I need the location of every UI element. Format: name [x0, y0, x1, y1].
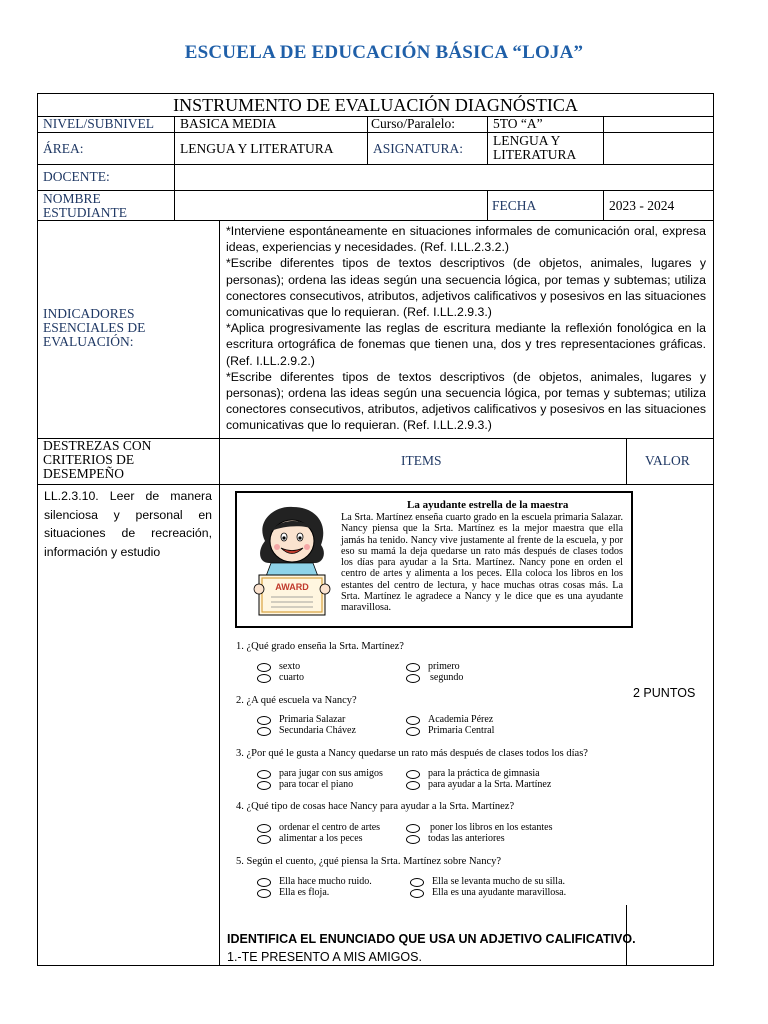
option-label: para jugar con sus amigos: [279, 768, 383, 779]
option-label: alimentar a los peces: [279, 833, 363, 844]
option-bubble[interactable]: [257, 727, 271, 736]
docente-label: DOCENTE:: [43, 169, 110, 184]
option-bubble[interactable]: [257, 835, 271, 844]
option-label: Academia Pérez: [428, 714, 494, 725]
option-label: para ayudar a la Srta. Martínez: [428, 779, 552, 790]
option-label: segundo: [430, 672, 464, 683]
option-bubble[interactable]: [257, 824, 271, 833]
option-label: Primaria Salazar: [279, 714, 346, 725]
option-label: poner los libros en los estantes: [430, 822, 553, 833]
option-label: Ella es una ayudante maravillosa.: [432, 887, 567, 898]
award-label: AWARD: [275, 582, 309, 592]
points-value: 2 PUNTOS: [633, 686, 696, 700]
fecha-label: FECHA: [492, 198, 537, 213]
story-title: La ayudante estrella de la maestra: [407, 499, 569, 511]
valor-label: VALOR: [645, 453, 690, 468]
asignatura-label: ASIGNATURA:: [373, 141, 464, 156]
question-5: 5. Según el cuento, ¿qué piensa la Srta. Martínez sobre Nancy?: [236, 856, 502, 867]
curso-value: 5TO “A”: [493, 116, 543, 131]
option-label: Secundaria Chávez: [279, 725, 356, 736]
indicator-4: *Escribe diferentes tipos de textos descriptivos (de objetos, animales, lugares y personas); ordena las ideas según una secuencia lógica, por temas y subtemas; utiliza conectores consecutivos, atributos, adjetivos calificativos y posesivos en las situaciones comunicativas que lo requieran. (Ref. I.LL.2.9.3.): [226, 369, 706, 433]
option-bubble[interactable]: [406, 716, 420, 725]
option-label: Ella es floja.: [279, 887, 330, 898]
items-label: ITEMS: [401, 453, 442, 468]
option-bubble[interactable]: [406, 674, 420, 683]
school-title: ESCUELA DE EDUCACIÓN BÁSICA “LOJA”: [184, 42, 584, 63]
option-bubble[interactable]: [257, 878, 271, 887]
area-value: LENGUA Y LITERATURA: [180, 141, 334, 156]
option-bubble[interactable]: [406, 770, 420, 779]
option-bubble[interactable]: [257, 663, 271, 672]
option-label: primero: [428, 661, 460, 672]
option-bubble[interactable]: [410, 889, 424, 898]
option-bubble[interactable]: [257, 674, 271, 683]
option-bubble[interactable]: [406, 781, 420, 790]
option-bubble[interactable]: [410, 878, 424, 887]
question-4: 4. ¿Qué tipo de cosas hace Nancy para ayudar a la Srta. Martínez?: [236, 801, 515, 812]
question-1: 1. ¿Qué grado enseña la Srta. Martínez?: [236, 641, 404, 652]
adjective-instruction: IDENTIFICA EL ENUNCIADO QUE USA UN ADJETIVO CALIFICATIVO.: [227, 932, 636, 946]
option-label: para tocar el piano: [279, 779, 354, 790]
option-bubble[interactable]: [406, 835, 420, 844]
girl-award-illustration: [245, 503, 337, 619]
nivel-label: NIVEL/SUBNIVEL: [43, 116, 154, 131]
option-label: cuarto: [279, 672, 304, 683]
area-label: ÁREA:: [43, 141, 84, 156]
indicator-1: *Interviene espontáneamente en situaciones informales de comunicación oral, expresa ideas, experiencias y necesidades. (Ref. I.LL.2.3.2.): [226, 224, 706, 255]
option-label: Ella se levanta mucho de su silla.: [432, 876, 566, 887]
skill-text: LL.2.3.10. Leer de manera silenciosa y personal en situaciones de recreación, información y estudio: [44, 489, 212, 559]
indicators-text: [226, 223, 706, 434]
option-label: todas las anteriores: [428, 833, 505, 844]
nombre-label: NOMBRE ESTUDIANTE: [43, 191, 127, 220]
option-label: ordenar el centro de artes: [279, 822, 381, 833]
option-bubble[interactable]: [257, 770, 271, 779]
option-bubble[interactable]: [257, 716, 271, 725]
question-2: 2. ¿A qué escuela va Nancy?: [236, 695, 357, 706]
option-label: sexto: [279, 661, 301, 672]
option-bubble[interactable]: [406, 663, 420, 672]
option-bubble[interactable]: [257, 781, 271, 790]
question-3: 3. ¿Por qué le gusta a Nancy quedarse un rato más después de clases todos los días?: [236, 748, 588, 759]
destrezas-label: DESTREZAS CON CRITERIOS DE DESEMPEÑO: [43, 438, 152, 481]
story-text: La Srta. Martínez enseña cuarto grado en la escuela primaria Salazar. Nancy piensa que la Srta. Martínez es la mejor maestra que ella jamás ha tenido. Nancy vive justamente al frente de la escuela, y por eso su mamá la deja quedarse un rato más después de clases todos los días para ayudar a la Srta. Martínez. Nancy pone en orden el centro de artes y alimenta a los peces. Ella coloca los libros en los estantes del centro de lectura, y hace muchas otras cosas más. La Srta. Martínez le agradece a Nancy y le dice que es una ayudante maravillosa.: [341, 512, 623, 614]
instrument-heading: INSTRUMENTO DE EVALUACIÓN DIAGNÓSTICA: [173, 95, 578, 115]
fecha-value: 2023 - 2024: [609, 198, 675, 213]
option-bubble[interactable]: [406, 727, 420, 736]
option-bubble[interactable]: [257, 889, 271, 898]
option-label: Ella hace mucho ruido.: [279, 876, 372, 887]
indicator-3: *Aplica progresivamente las reglas de escritura mediante la reflexión fonológica en la escritura ortográfica de fonemas que tienen una, dos y tres representaciones gráficas. (Ref. I.LL.2.9.2.): [226, 321, 706, 368]
option-label: Primaria Central: [428, 725, 495, 736]
indicadores-label: INDICADORES ESENCIALES DE EVALUACIÓN:: [43, 306, 146, 349]
story-box: [235, 491, 633, 628]
option-bubble[interactable]: [406, 824, 420, 833]
adjective-item-1: 1.-TE PRESENTO A MIS AMIGOS.: [227, 950, 422, 964]
curso-label: Curso/Paralelo:: [371, 116, 455, 131]
nivel-value: BASICA MEDIA: [180, 116, 277, 131]
asignatura-value: LENGUA Y LITERATURA: [493, 133, 577, 162]
option-label: para la práctica de gimnasia: [428, 768, 540, 779]
indicator-2: *Escribe diferentes tipos de textos descriptivos (de objetos, animales, lugares y personas); ordena las ideas según una secuencia lógica, por temas y subtemas; utiliza conectores consecutivos, atributos, adjetivos calificativos y posesivos en las situaciones comunicativas que lo requieran. (Ref. I.LL.2.9.3.): [226, 256, 706, 320]
